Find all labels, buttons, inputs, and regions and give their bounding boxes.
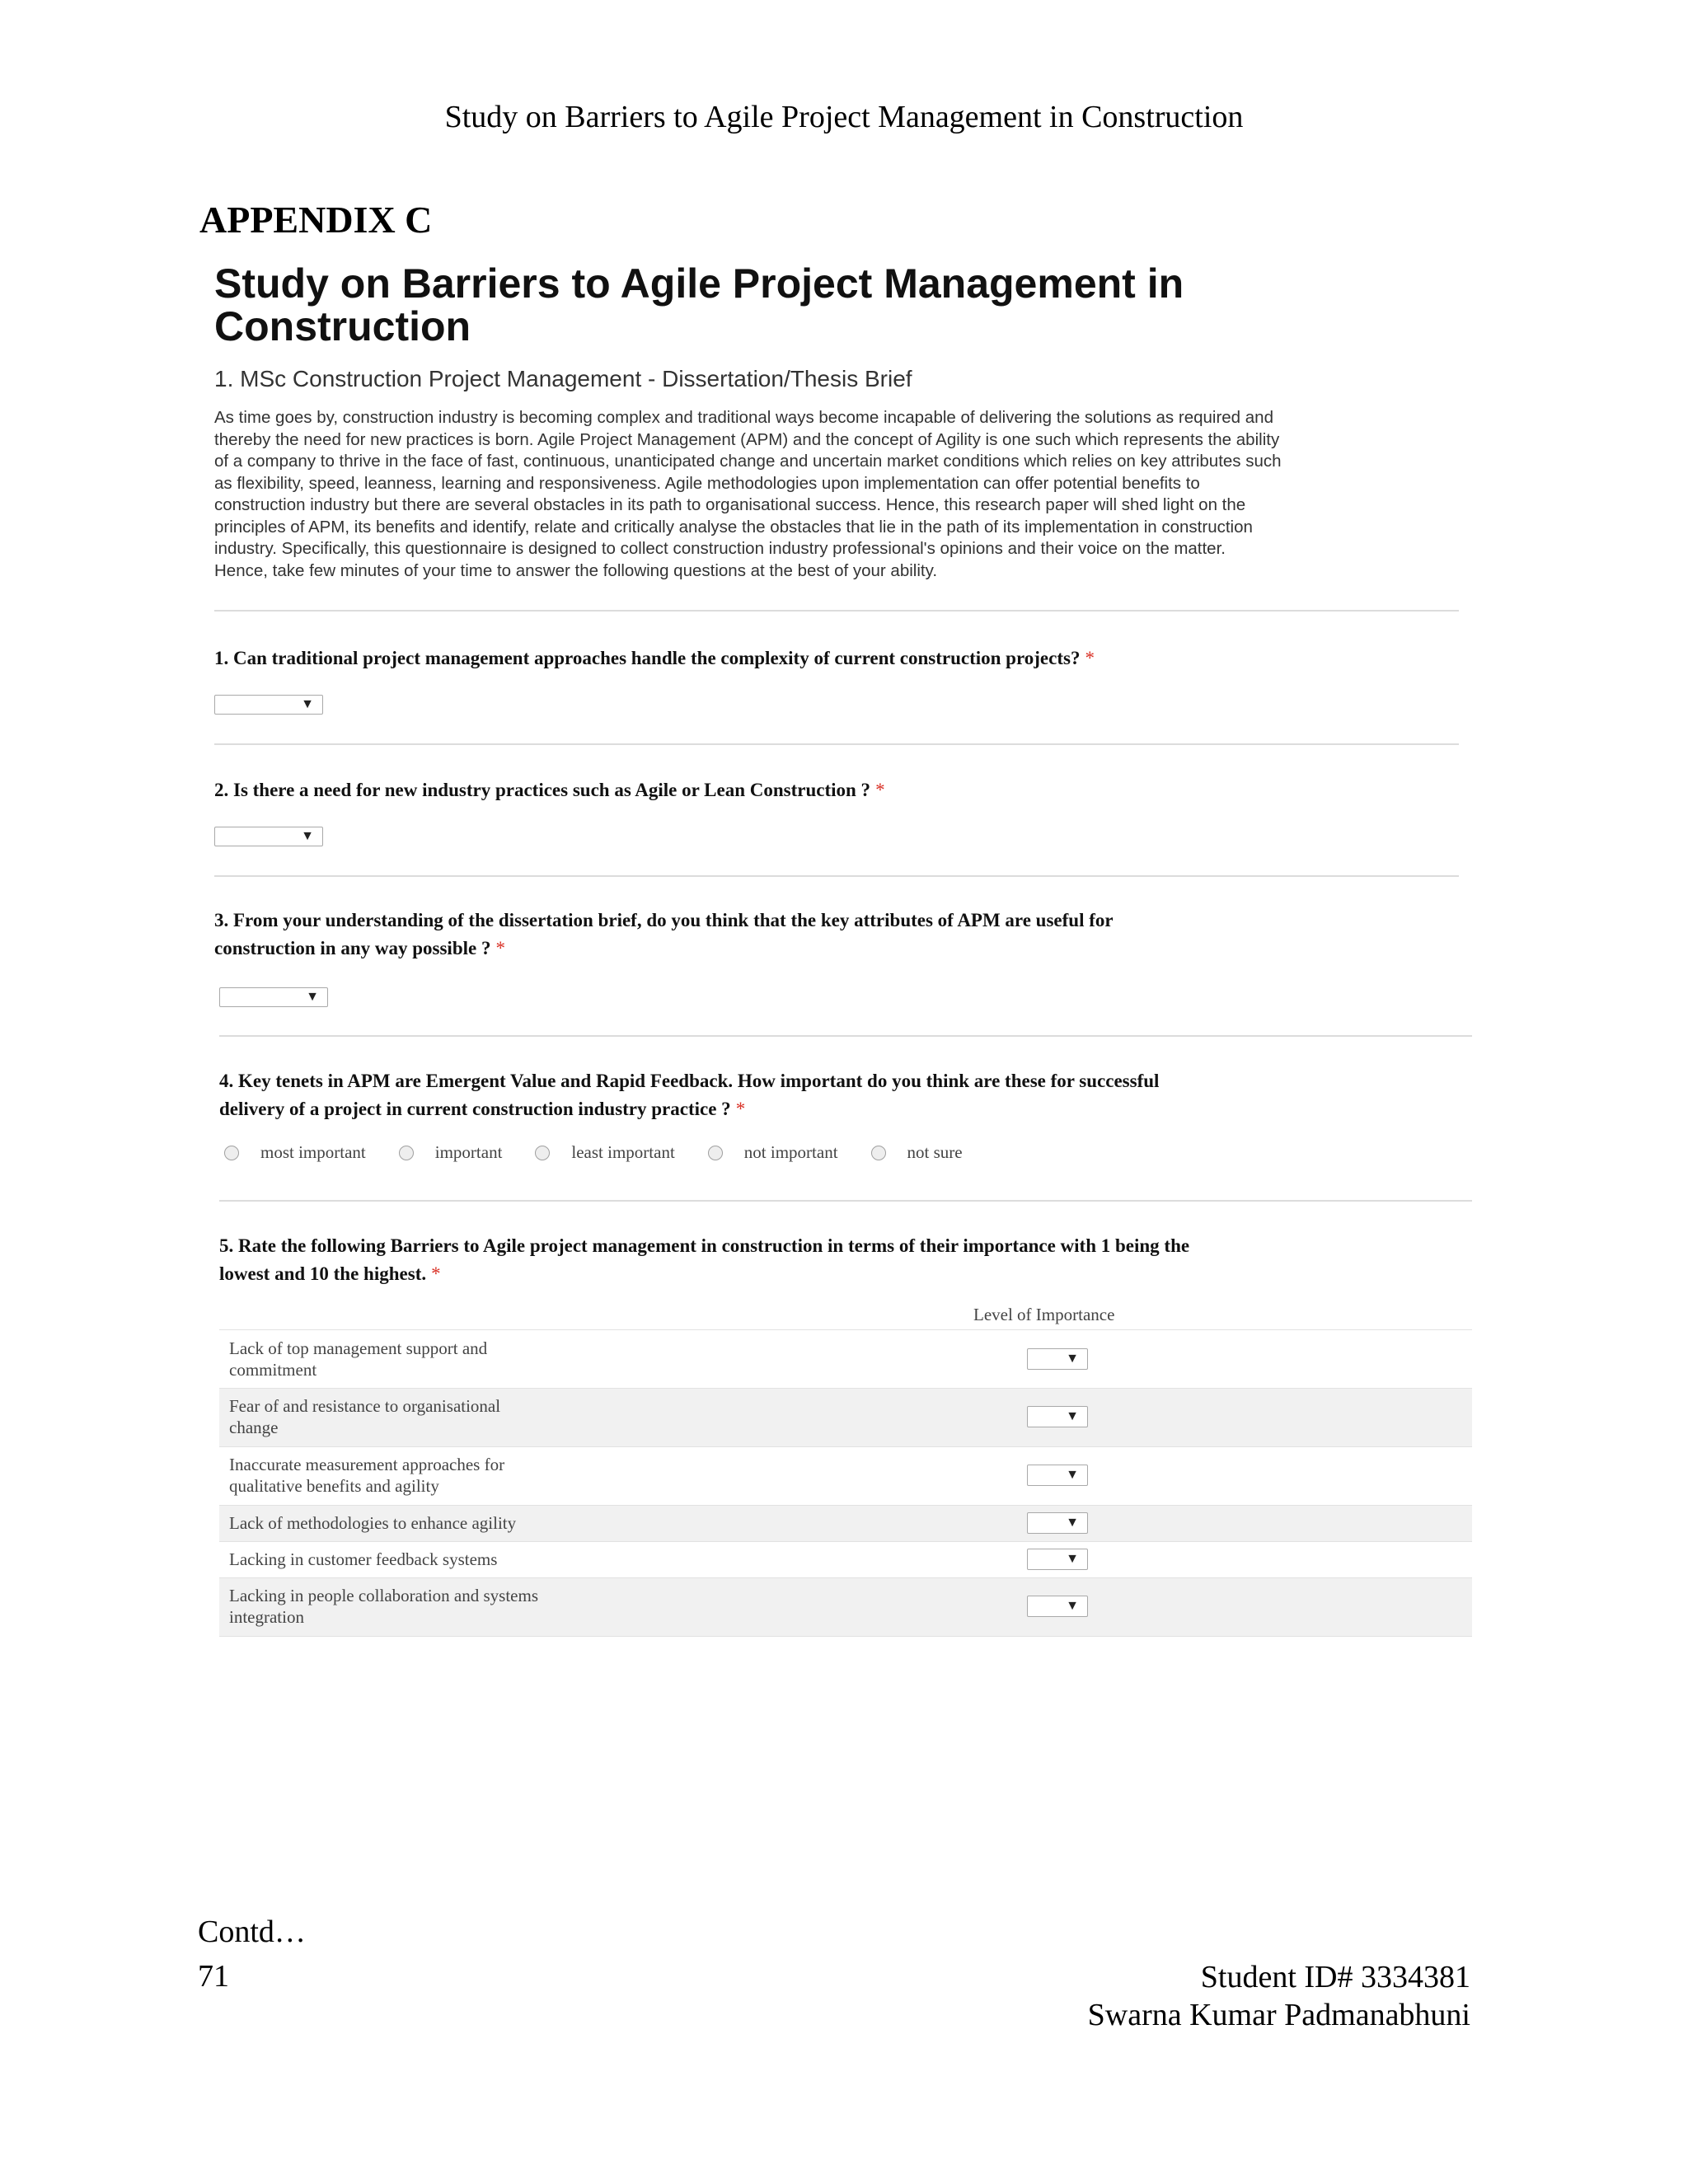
section-title: 1. MSc Construction Project Management - Dissertation/Thesis Brief	[214, 366, 912, 391]
matrix-row	[219, 1578, 1472, 1637]
matrix-row	[219, 1331, 1472, 1389]
question-5-text-line-1: 5. Rate the following Barriers to Agile project management in construction in terms of their importance with 1 being the	[219, 1235, 1190, 1256]
row-label-line: integration	[229, 1607, 304, 1627]
required-mark: *	[431, 1263, 441, 1284]
radio-most-important[interactable]	[224, 1146, 239, 1160]
importance-dropdown[interactable]	[1027, 1465, 1088, 1486]
question-3-dropdown[interactable]	[219, 987, 328, 1007]
option-label: most important	[260, 1142, 366, 1162]
row-label-line: Lack of top management support and	[229, 1338, 488, 1358]
matrix-header: Level of Importance	[973, 1305, 1115, 1324]
chevron-down-icon: ▼	[301, 697, 314, 711]
required-mark: *	[1085, 648, 1095, 668]
divider	[214, 743, 1459, 745]
matrix-row	[219, 1447, 1472, 1506]
question-1-dropdown[interactable]	[214, 695, 323, 715]
running-header: Study on Barriers to Agile Project Management in Construction	[444, 100, 1244, 134]
question-3	[214, 907, 1114, 963]
form-title-line-2: Construction	[214, 303, 471, 349]
matrix-row	[219, 1389, 1472, 1447]
required-mark: *	[495, 938, 505, 958]
importance-dropdown[interactable]	[1027, 1549, 1088, 1570]
brief-line: as flexibility, speed, leanness, learning and responsiveness. Agile methodologies upon implementation can offer potential benefits to	[214, 473, 1200, 493]
matrix-row	[219, 1542, 1472, 1578]
brief-line: industry. Specifically, this questionnaire is designed to collect construction industry professional's opinions and their voice on the matter.	[214, 539, 1226, 558]
row-label-line: Inaccurate measurement approaches for	[229, 1455, 505, 1474]
divider	[214, 875, 1459, 877]
matrix-row-label	[229, 1395, 658, 1438]
form-title	[214, 262, 1484, 348]
matrix-row-label	[229, 1512, 658, 1534]
row-label-line: Lack of methodologies to enhance agility	[229, 1513, 517, 1533]
chevron-down-icon: ▼	[1066, 1516, 1079, 1530]
option-label: not important	[743, 1142, 838, 1162]
radio-not-important[interactable]	[708, 1146, 723, 1160]
chevron-down-icon: ▼	[1066, 1468, 1079, 1482]
importance-dropdown[interactable]	[1027, 1596, 1088, 1617]
row-label-line: Lacking in customer feedback systems	[229, 1549, 498, 1569]
row-label-line: Lacking in people collaboration and systems	[229, 1586, 538, 1605]
continued-note: Contd…	[198, 1915, 306, 1949]
row-label-line: commitment	[229, 1360, 317, 1380]
divider	[219, 1200, 1472, 1202]
question-1-text: 1. Can traditional project management approaches handle the complexity of current construction projects?	[214, 648, 1081, 668]
required-mark: *	[735, 1099, 746, 1119]
radio-least-important[interactable]	[535, 1146, 550, 1160]
matrix-row-label	[229, 1549, 658, 1570]
importance-dropdown[interactable]	[1027, 1348, 1088, 1370]
dissertation-brief	[214, 407, 1467, 582]
question-2-dropdown[interactable]	[214, 827, 323, 846]
brief-line: Hence, take few minutes of your time to answer the following questions at the best of your ability.	[214, 560, 938, 580]
matrix-header-rule	[219, 1329, 1472, 1330]
student-id: Student ID# 3334381	[1200, 1960, 1470, 1994]
question-1	[214, 644, 1095, 673]
divider	[219, 1035, 1472, 1037]
chevron-down-icon: ▼	[1066, 1409, 1079, 1423]
form-title-line-1: Study on Barriers to Agile Project Management in	[214, 260, 1184, 307]
brief-line: principles of APM, its benefits and identify, relate and critically analyse the obstacles that lie in the path of its implementation in construction	[214, 517, 1253, 537]
option-label: important	[434, 1142, 503, 1162]
required-mark: *	[875, 780, 885, 800]
radio-important[interactable]	[399, 1146, 414, 1160]
option-label: least important	[571, 1142, 675, 1162]
survey-form	[214, 262, 1484, 582]
brief-line: As time goes by, construction industry is becoming complex and traditional ways become incapable of delivering the solutions as required and	[214, 408, 1273, 427]
brief-line: construction industry but there are several obstacles in its path to organisational success. Hence, this research paper will shed light on the	[214, 495, 1246, 514]
question-4-text-line-1: 4. Key tenets in APM are Emergent Value and Rapid Feedback. How important do you think are these for successful	[219, 1071, 1160, 1091]
question-3-text-line-1: 3. From your understanding of the dissertation brief, do you think that the key attributes of APM are useful for	[214, 910, 1114, 930]
divider	[214, 610, 1459, 612]
chevron-down-icon: ▼	[1066, 1599, 1079, 1613]
matrix-row-label	[229, 1338, 658, 1380]
question-5	[219, 1232, 1189, 1288]
row-label-line: change	[229, 1418, 279, 1437]
question-4-text-line-2: delivery of a project in current construction industry practice ?	[219, 1099, 731, 1119]
question-4	[219, 1067, 1159, 1123]
question-3-text-line-2: construction in any way possible ?	[214, 938, 491, 958]
chevron-down-icon: ▼	[306, 990, 319, 1004]
chevron-down-icon: ▼	[301, 829, 314, 843]
brief-line: thereby the need for new practices is born. Agile Project Management (APM) and the concept of Agility is one such which represents the ability	[214, 429, 1280, 449]
importance-matrix	[219, 1305, 1472, 1634]
row-label-line: Fear of and resistance to organisational	[229, 1396, 501, 1416]
appendix-heading: APPENDIX C	[199, 199, 433, 241]
question-4-options	[224, 1142, 963, 1163]
question-2	[214, 776, 885, 804]
matrix-row-label	[229, 1585, 658, 1628]
matrix-row-label	[229, 1454, 658, 1497]
student-name: Swarna Kumar Padmanabhuni	[1087, 1998, 1470, 2032]
question-5-text-line-2: lowest and 10 the highest.	[219, 1263, 427, 1284]
question-2-text: 2. Is there a need for new industry practices such as Agile or Lean Construction ?	[214, 780, 871, 800]
chevron-down-icon: ▼	[1066, 1352, 1079, 1366]
brief-line: of a company to thrive in the face of fast, continuous, unanticipated change and uncertain market conditions which relies on key attributes such	[214, 452, 1282, 471]
matrix-row	[219, 1506, 1472, 1542]
importance-dropdown[interactable]	[1027, 1512, 1088, 1534]
row-label-line: qualitative benefits and agility	[229, 1476, 439, 1496]
option-label: not sure	[907, 1142, 963, 1162]
chevron-down-icon: ▼	[1066, 1552, 1079, 1566]
page-number: 71	[198, 1959, 229, 1994]
importance-dropdown[interactable]	[1027, 1406, 1088, 1427]
student-info	[1088, 1958, 1470, 2034]
radio-not-sure[interactable]	[871, 1146, 886, 1160]
